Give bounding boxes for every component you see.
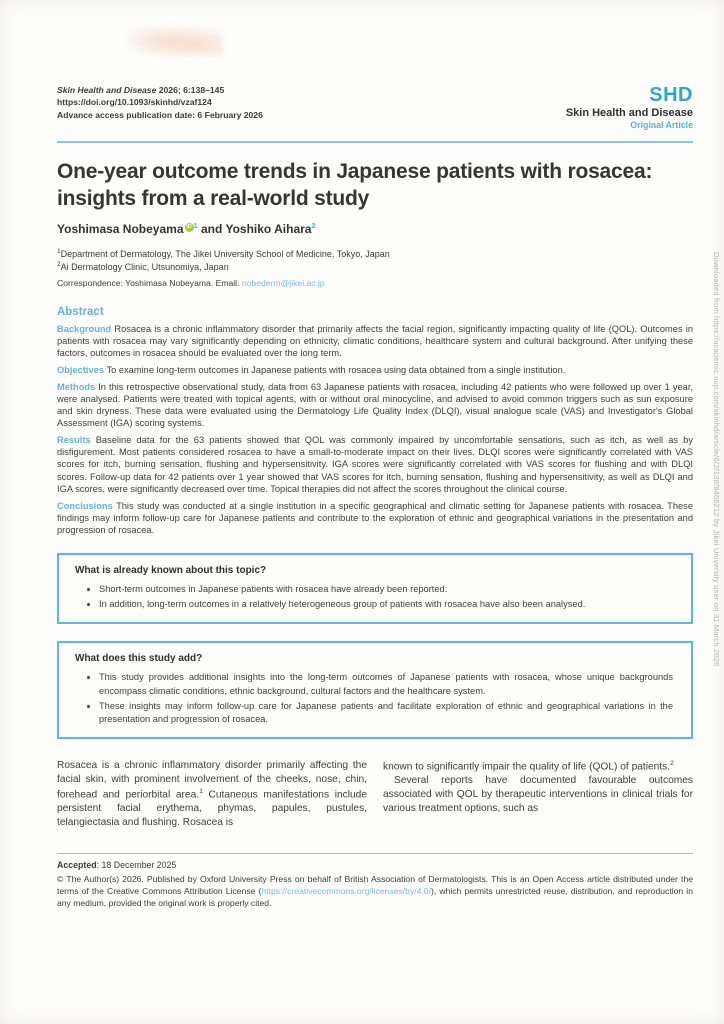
scan-artifact-smudge	[128, 24, 223, 56]
abstract-methods-text: In this retrospective observational study, data from 63 Japanese patients with rosacea, including 42 patients who were followed up over 1 year, were analysed. Patients were treated with topical agents, with or without oral minocycline, and advised to avoid common triggers such as sun exposure and skin dryness. These data were evaluated using the Dermatology Life Quality Index (DLQI), visual analogue scale (VAS) and Investigator's Global Assessment (IGA) scoring systems.	[57, 382, 693, 429]
abstract-conclusions	[57, 500, 693, 536]
abstract-background-label: Background	[57, 323, 112, 334]
known-topic-bullet-list	[75, 583, 673, 611]
download-watermark: Downloaded from https://academic.oup.com/skinhd/article/6/2/138/8466212 by Jikei University user on 31 March 2026	[712, 252, 721, 667]
citation-block	[57, 84, 263, 121]
abstract-background	[57, 323, 693, 359]
study-add-bullet-list	[75, 671, 673, 726]
correspondence-label: Correspondence: Yoshimasa Nobeyama. Email:	[57, 277, 242, 288]
body-paragraph-1	[57, 759, 367, 830]
reference-2-marker[interactable]: 2	[670, 760, 674, 768]
article-content	[57, 84, 693, 830]
author-1-superscript: 1	[193, 220, 198, 230]
journal-logo-block	[566, 84, 693, 131]
body-column-right	[383, 759, 693, 830]
citation-pages: :138–145	[187, 85, 225, 95]
affiliation-2	[57, 260, 693, 274]
study-add-bullet-2: • These insights may inform follow-up care for Japanese patients and facilitate exploration of ethnic and geographical variations in the presentation and progression of rosacea.	[99, 700, 673, 726]
body-columns	[57, 759, 693, 830]
study-add-box-heading: What does this study add?	[75, 653, 203, 665]
affiliation-1	[57, 247, 693, 261]
body-paragraph-1-continued	[383, 759, 693, 774]
header-divider	[57, 141, 693, 143]
abstract-objectives	[57, 364, 693, 376]
affiliation-2-text: Ai Dermatology Clinic, Utsunomiya, Japan	[60, 262, 229, 273]
abstract-results	[57, 434, 693, 494]
study-add-bullet-1: • This study provides additional insights into the long-term outcomes of Japanese patients with rosacea, whose unique backgrounds encompass climatic conditions, ethnic background, cultural factors and the healthcare system.	[99, 671, 673, 697]
copyright-text-1: © The Author(s) 2026. Published by Oxford University Press on behalf of British Association of Dermatologists. This is an Open Access article distributed under the terms of the Creative Commons Attribution License (	[57, 874, 693, 897]
journal-title-italic: Skin Health and Disease	[57, 85, 157, 95]
body-paragraph-1-text: Rosacea is a chronic inflammatory disorder primarily affecting the facial skin, with prominent involvement of the cheeks, nose, chin, forehead and periorbital area.	[57, 760, 367, 801]
abstract-methods	[57, 381, 693, 429]
author-2: and Yoshiko Aihara	[197, 221, 312, 236]
citation-volume: 6	[183, 85, 188, 95]
abstract-objectives-label: Objectives	[57, 364, 105, 375]
correspondence-email-link[interactable]: nobederm@jikei.ac.jp	[241, 277, 325, 288]
affiliations	[57, 247, 693, 274]
accepted-date: : 18 December 2025	[96, 860, 177, 870]
affiliation-2-marker: 2	[57, 261, 61, 269]
journal-header	[57, 84, 693, 131]
author-1: Yoshimasa Nobeyama	[57, 221, 184, 236]
reference-1-marker[interactable]: 1	[199, 787, 203, 795]
study-add-box	[57, 641, 693, 739]
abstract-heading: Abstract	[57, 305, 104, 318]
known-topic-bullet-1: • Short-term outcomes in Japanese patients with rosacea have already been reported.	[99, 583, 673, 596]
abstract-methods-label: Methods	[57, 382, 96, 393]
body-paragraph-1-cont: Cutaneous manifestations include persistent facial erythema, phymas, papules, pustules, telangiectasia and flushing. Rosacea is	[57, 789, 367, 828]
affiliation-1-marker: 1	[57, 247, 61, 255]
citation-line	[57, 84, 263, 96]
abstract-conclusions-label: Conclusions	[57, 500, 113, 511]
doi-link[interactable]: https://doi.org/10.1093/skinhd/vzaf124	[57, 97, 212, 108]
article-footer	[57, 853, 693, 910]
abstract-conclusions-text: This study was conducted at a single institution in a specific geographical and climatic setting for Japanese patients with rosacea. These findings may inform follow-up care for Japanese patients and contribute to the exploration of ethnic and geographical variations in the presentation and progression of rosacea.	[57, 500, 693, 535]
license-link[interactable]: https://creativecommons.org/licenses/by/4.0/	[261, 886, 431, 897]
article-type-label: Original Article	[630, 120, 693, 131]
body-paragraph-2: Several reports have documented favourable outcomes associated with QOL by therapeutic interventions in clinical trials for various treatment options, such as	[383, 775, 693, 815]
abstract-background-text: Rosacea is a chronic inflammatory disorder that primarily affects the facial region, significantly impacting quality of life (QOL). Outcomes in patients with rosacea may vary significantly depending on ethnicity, climatic conditions, healthcare system and cultural background. After unifying these factors, outcomes in rosacea should be evaluated over the long term.	[57, 323, 693, 358]
article-title: One-year outcome trends in Japanese patients with rosacea: insights from a real-world study	[57, 159, 653, 210]
known-topic-box-heading: What is already known about this topic?	[75, 564, 267, 576]
correspondence-line	[57, 278, 693, 288]
known-topic-bullet-2: • In addition, long-term outcomes in a relatively heterogeneous group of patients with rosacea have also been analysed.	[99, 598, 673, 611]
abstract-objectives-text: To examine long-term outcomes in Japanese patients with rosacea using data obtained from a single institution.	[104, 364, 566, 375]
journal-name: Skin Health and Disease	[565, 107, 693, 119]
orcid-icon[interactable]: iD	[186, 223, 192, 230]
accepted-line	[57, 860, 693, 870]
copyright-notice	[57, 873, 693, 910]
body-paragraph-1-cont2: known to significantly impair the quality of life (QOL) of patients.	[383, 761, 671, 773]
abstract-results-text: Baseline data for the 63 patients showed that QOL was commonly impaired by uncomfortable sensations, such as itch, as well as by disfigurement. Most patients considered rosacea to have a small-to-moderate impact on their lives. DLQI scores were significantly correlated with VAS scores for itch, burning sensation, flushing and hypersensitivity. IGA scores were significantly correlated with VAS scores for flushing and with DLQI scores. Follow-up data for 42 patients over 1 year showed that VAS scores for itch, burning sensation, flushing and hypersensitivity, as well as DLQI and IGA scores, were significantly decreased over time. Topical therapies did not affect the scores throughout the clinical course.	[57, 435, 693, 494]
author-line	[57, 221, 693, 236]
body-column-left	[57, 759, 367, 830]
journal-logo: SHD	[649, 84, 693, 106]
affiliation-1-text: Department of Dermatology, The Jikei University School of Medicine, Tokyo, Japan	[60, 248, 390, 259]
footer-divider	[57, 853, 693, 854]
copyright-text-2: ), which permits unrestricted reuse, distribution, and reproduction in any medium, provided the original work is properly cited.	[57, 886, 693, 909]
author-2-superscript: 2	[311, 220, 316, 230]
citation-year: 2026;	[156, 85, 184, 95]
abstract-results-label: Results	[57, 435, 91, 446]
accepted-label: Accepted	[57, 860, 97, 870]
known-topic-box	[57, 553, 693, 624]
advance-access-line: Advance access publication date: 6 February 2026	[57, 109, 263, 120]
